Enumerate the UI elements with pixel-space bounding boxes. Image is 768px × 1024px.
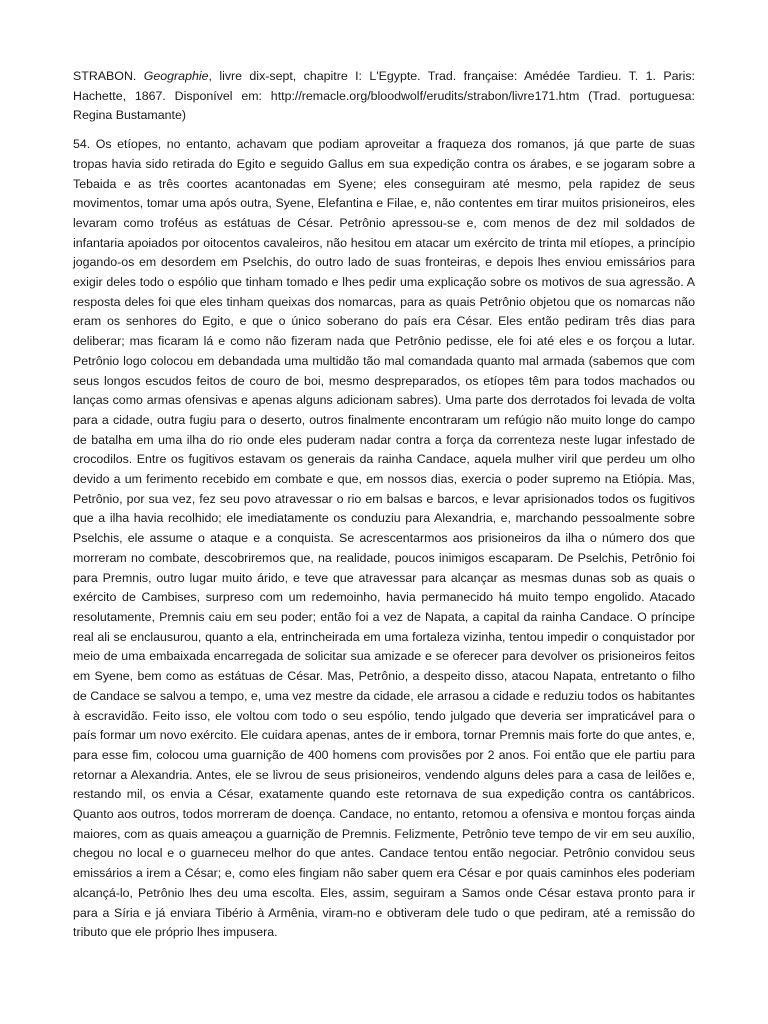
citation-details: , livre dix-sept, chapitre I: L'Egypte. Trad. française: Amédée Tardieu. T. 1. Paris: Hachette, 1867. Disponível em: http://remacle.org/bloodwolf/erudits/strabon/livre171.htm (Trad. portuguesa: Regina Bustamante) [73, 69, 695, 123]
bibliographic-citation [73, 67, 695, 126]
body-paragraph: 54. Os etíopes, no entanto, achavam que podiam aproveitar a fraqueza dos romanos, já que parte de suas tropas havia sido retirada do Egito e seguido Gallus em sua expedição contra os árabes, e se jogaram sobre a Tebaida e as três coortes acantonadas em Syene; eles conseguiram até mesmo, pela rapidez de seus movimentos, tomar uma após outra, Syene, Elefantina e Filae, e, não contentes em tirar muitos prisioneiros, eles levaram como troféus as estátuas de César. Petrônio apressou-se e, com menos de dez mil soldados de infantaria apoiados por oitocentos cavaleiros, não hesitou em atacar um exército de trinta mil etíopes, a princípio jogando-os em desordem em Pselchis, do outro lado de suas fronteiras, e depois lhes enviou emissários para exigir deles todo o espólio que tinham tomado e lhes pedir uma explicação sobre os motivos de sua agressão. A resposta deles foi que eles tinham queixas dos nomarcas, para as quais Petrônio objetou que os nomarcas não eram os senhores do Egito, e que o único soberano do país era César. Eles então pediram três dias para deliberar; mas ficaram lá e como não fizeram nada que Petrônio pedisse, ele foi até eles e os forçou a lutar. Petrônio logo colocou em debandada uma multidão tão mal comandada quanto mal armada (sabemos que com seus longos escudos feitos de couro de boi, mesmo despreparados, os etíopes têm para todos machados ou lanças como armas ofensivas e apenas alguns adicionam sabres). Uma parte dos derrotados foi levada de volta para a cidade, outra fugiu para o deserto, outros finalmente encontraram um refúgio não muito longe do campo de batalha em uma ilha do rio onde eles puderam nadar contra a força da correnteza neste lugar infestado de crocodilos. Entre os fugitivos estavam os generais da rainha Candace, aquela mulher viril que perdeu um olho devido a um ferimento recebido em combate e que, em nossos dias, exercia o poder supremo na Etiópia. Mas, Petrônio, por sua vez, fez seu povo atravessar o rio em balsas e barcos, e levar aprisionados todos os fugitivos que a ilha havia recolhido; ele imediatamente os conduziu para Alexandria, e, marchando pessoalmente sobre Pselchis, ele assume o ataque e a conquista. Se acrescentarmos aos prisioneiros da ilha o número dos que morreram no combate, descobriremos que, na realidade, poucos inimigos escaparam. De Pselchis, Petrônio foi para Premnis, outro lugar muito árido, e teve que atravessar para alcançar as mesmas dunas sob as quais o exército de Cambises, surpreso com um redemoinho, havia permanecido há muito tempo engolido. Atacado resolutamente, Premnis caiu em seu poder; então foi a vez de Napata, a capital da rainha Candace. O príncipe real ali se enclausurou, quanto a ela, entrincheirada em uma fortaleza vizinha, tentou impedir o conquistador por meio de uma embaixada encarregada de solicitar sua amizade e se oferecer para devolver os prisioneiros feitos em Syene, bem como as estátuas de César. Mas, Petrônio, a despeito disso, atacou Napata, entretanto o filho de Candace se salvou a tempo, e, uma vez mestre da cidade, ele arrasou a cidade e reduziu todos os habitantes à escravidão. Feito isso, ele voltou com todo o seu espólio, tendo julgado que deveria ser impraticável para o país formar um novo exército. Ele cuidara apenas, antes de ir embora, tornar Premnis mais forte do que antes, e, para esse fim, colocou uma guarnição de 400 homens com provisões por 2 anos. Foi então que ele partiu para retornar a Alexandria. Antes, ele se livrou de seus prisioneiros, vendendo alguns deles para a casa de leilões e, restando mil, os envia a César, exatamente quando este retornava de sua expedição contra os cantábricos. Quanto aos outros, todos morreram de doença. Candace, no entanto, retomou a ofensiva e montou forças ainda maiores, com as quais ameaçou a guarnição de Premnis. Felizmente, Petrônio teve tempo de vir em seu auxílio, chegou no local e o guarneceu melhor do que antes. Candace tentou então negociar. Petrônio convidou seus emissários a irem a César; e, como eles fingiam não saber quem era César e por quais caminhos eles poderiam alcançá-lo, Petrônio lhes deu uma escolta. Eles, assim, seguiram a Samos onde César estava pronto para ir para a Síria e já enviara Tibério à Armênia, viram-no e obtiveram dele tudo o que pediram, até a remissão do tributo que ele próprio lhes impusera. [73, 137, 695, 940]
citation-author: STRABON. [73, 69, 137, 83]
citation-work-title: Geographie [143, 69, 209, 83]
document-page [73, 67, 695, 943]
